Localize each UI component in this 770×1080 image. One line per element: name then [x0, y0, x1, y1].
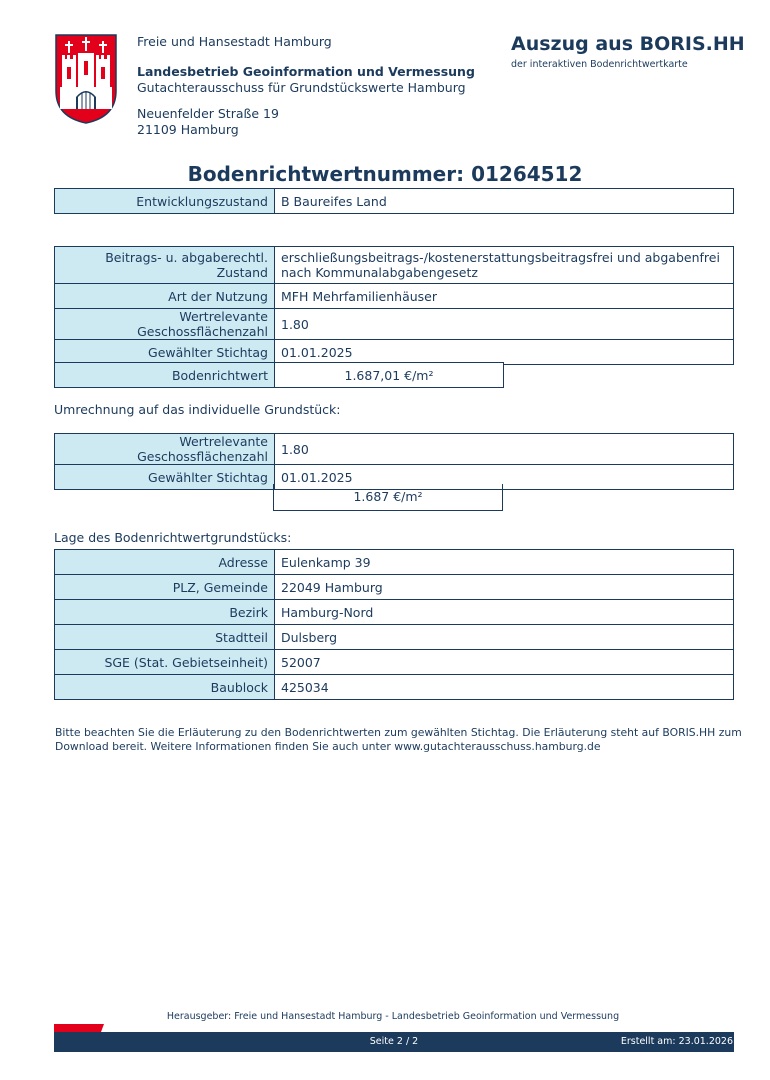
conversion-table — [54, 433, 734, 490]
header-org-name: Freie und Hansestadt Hamburg — [137, 34, 332, 49]
row-label: Art der Nutzung — [55, 284, 275, 309]
table-row — [55, 625, 734, 650]
row-value-line2: nach Kommunalabgabengesetz — [281, 265, 478, 280]
header-department: Landesbetrieb Geoinformation und Vermessung — [137, 64, 475, 79]
table-row — [55, 340, 734, 365]
table-row — [55, 309, 734, 340]
explanatory-note — [55, 726, 745, 754]
row-value: 1.80 — [275, 309, 734, 340]
page-title: Bodenrichtwertnummer: 01264512 — [187, 162, 583, 186]
land-value-table — [54, 246, 734, 365]
note-line2: Download bereit. Weitere Informationen finden Sie auch unter www.gutachterausschuss.hamburg.de — [55, 740, 601, 753]
row-label: Stadtteil — [55, 625, 275, 650]
location-table — [54, 549, 734, 700]
header-right-subtitle: der interaktiven Bodenrichtwertkarte — [511, 59, 688, 70]
table-row — [55, 600, 734, 625]
row-value: Eulenkamp 39 — [275, 550, 734, 575]
row-label: SGE (Stat. Gebietseinheit) — [55, 650, 275, 675]
row-label: Bezirk — [55, 600, 275, 625]
table-row — [55, 189, 734, 214]
location-section-label: Lage des Bodenrichtwertgrundstücks: — [54, 530, 292, 545]
development-state-table — [54, 188, 734, 214]
table-row — [55, 363, 504, 388]
table-row — [55, 650, 734, 675]
row-label: Bodenrichtwert — [55, 363, 275, 388]
table-row — [55, 434, 734, 465]
header-city: 21109 Hamburg — [137, 122, 239, 137]
converted-land-value: 1.687 €/m² — [273, 484, 503, 511]
row-value: 1.80 — [275, 434, 734, 465]
header-right-title: Auszug aus BORIS.HH — [511, 33, 745, 55]
row-value: 01.01.2025 — [275, 465, 734, 490]
row-value: B Baureifes Land — [275, 189, 734, 214]
row-value: 425034 — [275, 675, 734, 700]
row-label: Wertrelevante Geschossflächenzahl — [55, 434, 275, 465]
row-label: Gewählter Stichtag — [55, 465, 275, 490]
land-value: 1.687,01 €/m² — [275, 363, 504, 388]
footer-created-date: Erstellt am: 23.01.2026 — [620, 1036, 733, 1047]
row-label: PLZ, Gemeinde — [55, 575, 275, 600]
row-label: Adresse — [55, 550, 275, 575]
conversion-section-label: Umrechnung auf das individuelle Grundstück: — [54, 402, 341, 417]
row-label: Baublock — [55, 675, 275, 700]
table-row — [55, 575, 734, 600]
header-committee: Gutachterausschuss für Grundstückswerte Hamburg — [137, 80, 466, 95]
row-label: Gewählter Stichtag — [55, 340, 275, 365]
footer-publisher: Herausgeber: Freie und Hansestadt Hamburg - Landesbetrieb Geoinformation und Vermessung — [166, 1011, 620, 1022]
table-row — [55, 550, 734, 575]
row-value: 22049 Hamburg — [275, 575, 734, 600]
header-street: Neuenfelder Straße 19 — [137, 106, 279, 121]
row-value: Hamburg-Nord — [275, 600, 734, 625]
row-value: 52007 — [275, 650, 734, 675]
note-line1: Bitte beachten Sie die Erläuterung zu den Bodenrichtwerten zum gewählten Stichtag. Die Erläuterung steht auf BORIS.HH zum — [55, 726, 742, 739]
footer-page-number: Seite 2 / 2 — [369, 1036, 419, 1047]
row-label: Beitrags- u. abgaberechtl. Zustand — [55, 247, 275, 284]
hamburg-coat-of-arms-icon — [54, 33, 118, 125]
row-value — [275, 247, 734, 284]
land-value-result-table — [54, 362, 504, 388]
row-value: MFH Mehrfamilienhäuser — [275, 284, 734, 309]
table-row — [55, 284, 734, 309]
row-label: Wertrelevante Geschossflächenzahl — [55, 309, 275, 340]
table-row — [55, 675, 734, 700]
row-value: Dulsberg — [275, 625, 734, 650]
table-row — [55, 247, 734, 284]
row-label: Entwicklungszustand — [55, 189, 275, 214]
row-value-line1: erschließungsbeitrags-/kostenerstattungsbeitragsfrei und abgabenfrei — [281, 250, 720, 265]
row-value: 01.01.2025 — [275, 340, 734, 365]
